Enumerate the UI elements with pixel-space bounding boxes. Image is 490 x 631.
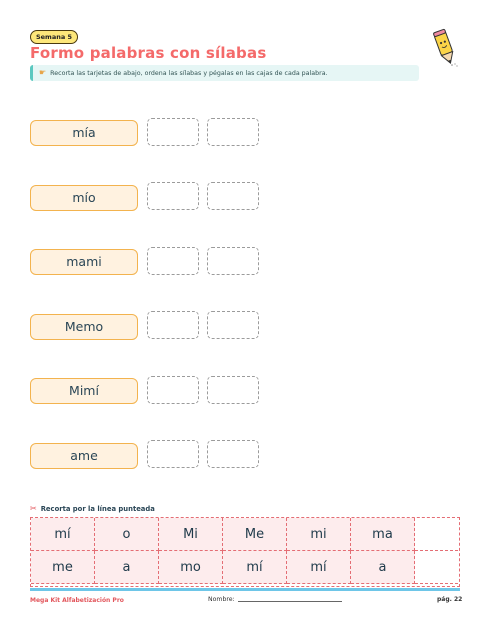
page-title: Formo palabras con sílabas <box>30 44 267 62</box>
word-card-1: mía <box>30 120 138 146</box>
syllable-card[interactable]: o <box>95 518 159 551</box>
syllable-slot-6a <box>147 440 199 468</box>
footer-divider <box>30 588 460 591</box>
instruction-text: Recorta las tarjetas de abajo, ordena las sílabas y pégalas en las cajas de cada palabra. <box>50 70 328 77</box>
name-line <box>238 601 342 602</box>
syllable-slot-3b <box>207 247 259 275</box>
syllable-slot-1b <box>207 118 259 146</box>
syllable-slot-5a <box>147 376 199 404</box>
syllable-card[interactable]: mí <box>31 518 95 551</box>
word-card-3: mami <box>30 249 138 275</box>
pointing-hand-icon: ☛ <box>39 68 47 77</box>
word-card-5: Mimí <box>30 378 138 404</box>
syllable-slot-6b <box>207 440 259 468</box>
pencil-mascot-icon <box>430 28 460 68</box>
syllable-card[interactable]: Mi <box>159 518 223 551</box>
syllable-card[interactable]: mi <box>287 518 351 551</box>
syllable-slot-4b <box>207 311 259 339</box>
footer-brand: Mega Kit Alfabetización Pro <box>30 597 124 604</box>
syllable-slot-3a <box>147 247 199 275</box>
syllable-card-blank <box>415 518 458 551</box>
syllable-card[interactable]: mí <box>223 551 287 584</box>
word-card-6: ame <box>30 443 138 469</box>
syllable-card[interactable]: mí <box>287 551 351 584</box>
syllable-cut-grid <box>30 517 460 587</box>
week-badge: Semana 5 <box>30 30 78 44</box>
scissors-icon: ✂ <box>30 504 37 513</box>
cut-instruction-text: Recorta por la línea punteada <box>40 505 155 513</box>
word-card-2: mío <box>30 185 138 211</box>
syllable-card[interactable]: mo <box>159 551 223 584</box>
word-card-4: Memo <box>30 314 138 340</box>
syllable-card[interactable]: Me <box>223 518 287 551</box>
instruction-bar <box>30 65 419 81</box>
cut-instruction <box>30 504 155 513</box>
syllable-slot-4a <box>147 311 199 339</box>
syllable-card[interactable]: me <box>31 551 95 584</box>
page-number: pág. 22 <box>437 596 463 603</box>
syllable-slot-2b <box>207 182 259 210</box>
syllable-card[interactable]: a <box>351 551 415 584</box>
syllable-slot-1a <box>147 118 199 146</box>
syllable-card[interactable]: ma <box>351 518 415 551</box>
syllable-card-blank <box>415 551 458 584</box>
syllable-card[interactable]: a <box>95 551 159 584</box>
syllable-slot-2a <box>147 182 199 210</box>
name-label: Nombre: <box>208 596 235 603</box>
name-field <box>208 596 342 603</box>
syllable-slot-5b <box>207 376 259 404</box>
